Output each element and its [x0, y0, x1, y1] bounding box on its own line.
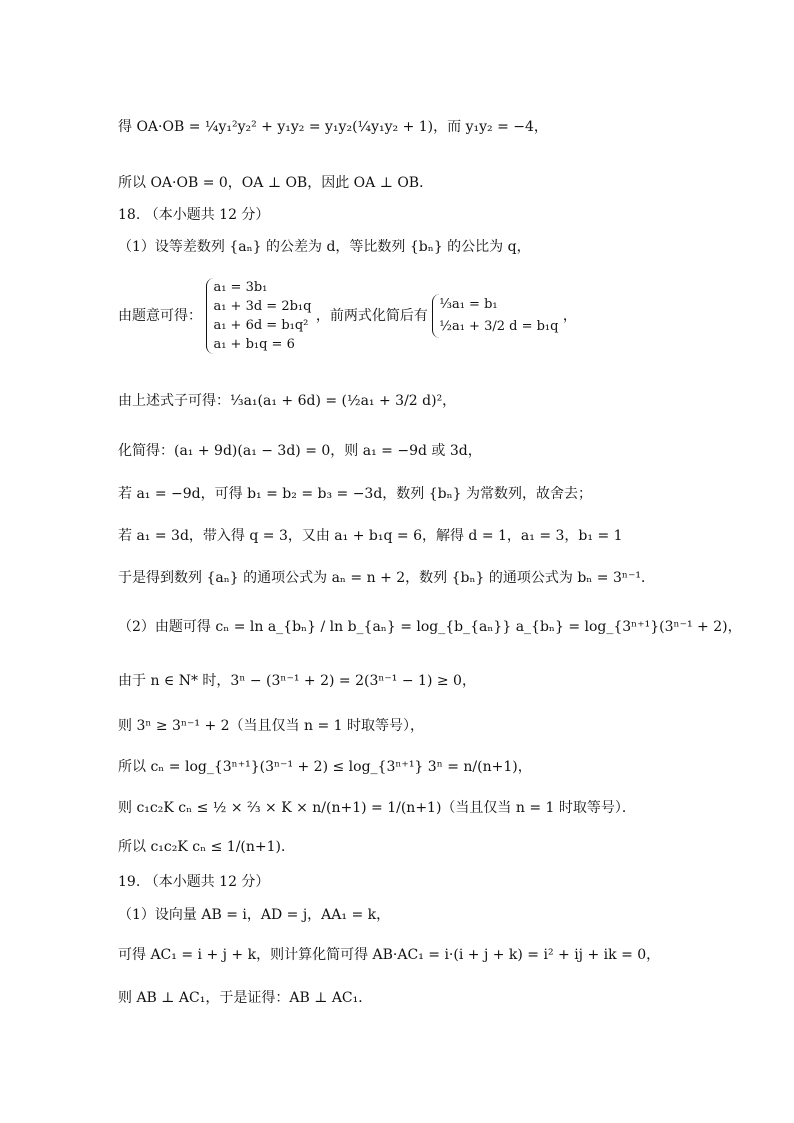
line-18-2-cn: （2）由题可得 cₙ = ln a_{bₙ} / ln b_{aₙ} = log_{b_{aₙ}} a_{bₙ} = log_{3ⁿ⁺¹}(3ⁿ⁻¹ + 2)， [118, 619, 742, 635]
line-derived-equation: 由上述式子可得：⅓a₁(a₁ + 6d) = (½a₁ + 3/2 d)²， [118, 393, 457, 409]
line-18-1-setup: （1）设等差数列 {aₙ} 的公差为 d，等比数列 {bₙ} 的公比为 q， [118, 239, 531, 255]
system-intro-label: 由题意可得： [118, 308, 202, 324]
system2-row: ⅓a₁ = b₁ [439, 297, 498, 312]
line-product-conclusion: 所以 c₁c₂K cₙ ≤ 1/(n+1)． [118, 839, 295, 855]
line-case-1: 若 a₁ = −9d，可得 b₁ = b₂ = b₃ = −3d，数列 {bₙ} 为常数列，故舍去； [118, 486, 593, 502]
line-cn-bound: 所以 cₙ = log_{3ⁿ⁺¹}(3ⁿ⁻¹ + 2) ≤ log_{3ⁿ⁺¹} 3ⁿ = n/(n+1)， [118, 759, 532, 775]
system-tail: ， [562, 308, 577, 324]
system1-row: a₁ = 3b₁ [213, 280, 268, 295]
line-inequality-result: 则 3ⁿ ≥ 3ⁿ⁻¹ + 2（当且仅当 n = 1 时取等号）， [118, 718, 425, 734]
line-product-bound: 则 c₁c₂K cₙ ≤ ½ × ⅔ × K × n/(n+1) = 1/(n+1)（当且仅当 n = 1 时取等号）． [118, 800, 636, 816]
line-dot-product-result: 得 OA·OB = ¼y₁²y₂² + y₁y₂ = y₁y₂(¼y₁y₂ + 1)，而 y₁y₂ = −4， [118, 119, 548, 135]
system1-row: a₁ + 3d = 2b₁q [213, 299, 312, 314]
problem-19-heading: 19. （本小题共 12 分） [118, 874, 270, 890]
line-19-1-conclusion: 则 AB ⊥ AC₁，于是证得：AB ⊥ AC₁． [118, 990, 373, 1006]
line-18-1-system [118, 278, 734, 370]
line-perpendicular-conclusion: 所以 OA·OB = 0，OA ⊥ OB，因此 OA ⊥ OB． [118, 175, 434, 191]
system1-row: a₁ + b₁q = 6 [213, 337, 295, 352]
line-general-terms: 于是得到数列 {aₙ} 的通项公式为 aₙ = n + 2，数列 {bₙ} 的通项公式为 bₙ = 3ⁿ⁻¹． [118, 570, 655, 586]
line-simplified: 化简得：(a₁ + 9d)(a₁ − 3d) = 0，则 a₁ = −9d 或 3d， [118, 443, 482, 459]
equation-system-4 [206, 278, 311, 354]
line-inequality-proof: 由于 n ∈ N* 时，3ⁿ − (3ⁿ⁻¹ + 2) = 2(3ⁿ⁻¹ − 1) ≥ 0， [118, 673, 476, 689]
line-19-1-vectors: （1）设向量 AB = i，AD = j，AA₁ = k， [118, 907, 391, 923]
system2-row: ½a₁ + 3/2 d = b₁q [439, 319, 559, 334]
line-19-1-computation: 可得 AC₁ = i + j + k，则计算化简可得 AB·AC₁ = i·(i + j + k) = i² + ij + ik = 0， [118, 947, 661, 963]
system-middle-text: ，前两式化简后有 [315, 308, 428, 324]
line-case-2: 若 a₁ = 3d，带入得 q = 3，又由 a₁ + b₁q = 6，解得 d = 1，a₁ = 3，b₁ = 1 [118, 528, 623, 544]
system1-row: a₁ + 6d = b₁q² [213, 318, 309, 333]
problem-18-heading: 18. （本小题共 12 分） [118, 207, 270, 223]
equation-system-2 [432, 294, 558, 338]
